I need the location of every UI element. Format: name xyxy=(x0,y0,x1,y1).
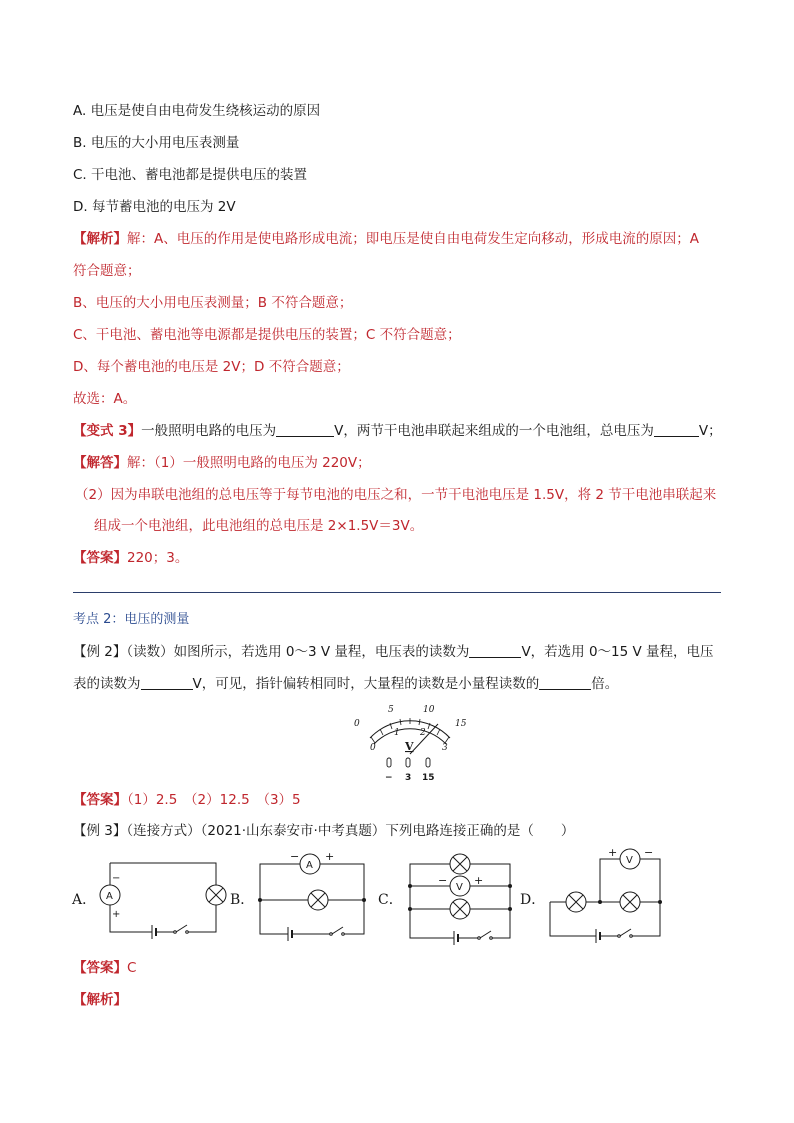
terminal-label: 3 xyxy=(405,773,412,783)
example2-text-4: V，可见，指针偏转相同时，大量程的读数是小量程读数的 xyxy=(192,676,540,692)
variant3-answer-line-1 xyxy=(73,453,371,473)
analysis-tag: 【解析】 xyxy=(73,231,127,247)
ammeter-label: A xyxy=(306,860,313,871)
minus-sign: − xyxy=(438,874,448,887)
dial-outer-tick-label: 10 xyxy=(423,705,435,715)
example3-question xyxy=(73,821,574,841)
dial-outer-tick-label: 15 xyxy=(455,719,467,729)
analysis-line-6: 故选：A。 xyxy=(73,391,137,407)
dial-inner-tick-label: 3 xyxy=(442,743,448,753)
circuit-b xyxy=(252,848,382,950)
option-c: C. 干电池、蓄电池都是提供电压的装置 xyxy=(73,167,308,183)
battery-icon xyxy=(454,931,458,945)
minus-sign: − xyxy=(112,873,121,884)
dial-outer-tick-label: 5 xyxy=(388,705,394,715)
example3-answer-tag: 【答案】 xyxy=(73,960,127,976)
variant3-answer-tag: 【解答】 xyxy=(73,455,127,471)
option-a: A. 电压是使自由电荷发生绕核运动的原因 xyxy=(73,103,321,119)
dial-inner-tick-label: 2 xyxy=(420,728,426,738)
variant3-tag: 【变式 3】 xyxy=(73,423,142,439)
voltmeter-dial-figure xyxy=(340,698,480,786)
answer-blank xyxy=(141,675,193,690)
dial-outer-tick-label: 0 xyxy=(354,719,360,729)
meter-terminals xyxy=(387,758,430,767)
battery-icon xyxy=(152,925,156,939)
plus-sign: + xyxy=(112,909,121,920)
example2-text-1: （读数）如图所示，若选用 0～3 V 量程，电压表的读数为 xyxy=(126,644,470,660)
dial-inner-tick-label: 1 xyxy=(394,728,400,738)
section-heading xyxy=(73,610,189,630)
analysis-line-4: C、干电池、蓄电池等电源都是提供电压的装置；C 不符合题意； xyxy=(73,327,461,343)
example2-text-2: V，若选用 0～15 V 量程，电压 xyxy=(521,644,714,660)
example2-tag: 【例 2】 xyxy=(73,644,127,660)
dial-unit-label: V xyxy=(405,740,414,753)
ammeter-label: A xyxy=(106,891,113,902)
section-title: 电压的测量 xyxy=(124,612,190,627)
section-divider xyxy=(73,592,721,593)
example2-text-3: 表的读数为 xyxy=(73,676,141,692)
example2-answer xyxy=(73,790,301,810)
circuit-option-b-label: B． xyxy=(230,892,255,908)
circuit-a xyxy=(96,855,236,947)
variant3-text-3: V； xyxy=(698,423,722,439)
answer-blank xyxy=(539,675,591,690)
variant3-result-text: 220；3。 xyxy=(127,550,189,566)
variant3-text-1: 一般照明电路的电压为 xyxy=(141,423,277,439)
example3-analysis xyxy=(73,990,127,1010)
option-b: B. 电压的大小用电压表测量 xyxy=(73,135,240,151)
voltmeter-label: V xyxy=(456,882,463,893)
minus-sign: − xyxy=(290,850,300,863)
analysis-line-2: 符合题意； xyxy=(73,263,141,279)
voltmeter-label: V xyxy=(626,855,633,866)
circuit-option-a-label: A． xyxy=(72,892,97,908)
dial-inner-tick-label: 0 xyxy=(370,743,376,753)
example3-text: （连接方式）（2021·山东泰安市·中考真题）下列电路连接正确的是（ ） xyxy=(126,823,575,839)
example2-text-5: 倍。 xyxy=(591,676,619,692)
example3-analysis-tag: 【解析】 xyxy=(73,992,127,1008)
answer-blank xyxy=(654,422,699,437)
plus-sign: + xyxy=(325,850,335,863)
example2-line-2 xyxy=(73,674,618,694)
variant3-answer-text-1: 解：（1）一般照明电路的电压为 220V； xyxy=(127,455,371,471)
circuit-option-c-label: C． xyxy=(378,892,403,908)
terminal-label: 15 xyxy=(422,773,435,783)
terminal-label: − xyxy=(385,773,393,783)
variant3-answer-line-2: （2）因为串联电池组的总电压等于每节电池的电压之和，一节干电池电压是 1.5V，将 2 节干电池串联起来 xyxy=(75,487,717,503)
example3-tag: 【例 3】 xyxy=(73,823,127,839)
analysis-line-5: D、每个蓄电池的电压是 2V；D 不符合题意； xyxy=(73,359,350,375)
example2-line-1 xyxy=(73,642,714,662)
answer-blank xyxy=(276,422,334,437)
analysis-line-1 xyxy=(73,229,699,249)
battery-icon xyxy=(288,927,292,941)
example3-answer xyxy=(73,958,136,978)
example2-answer-text: （1）2.5 （2）12.5 （3）5 xyxy=(127,792,301,808)
section-label: 考点 2： xyxy=(73,612,125,627)
minus-sign: − xyxy=(644,846,654,859)
circuit-c xyxy=(404,850,524,950)
variant3-question xyxy=(73,421,722,441)
circuit-option-d-label: D． xyxy=(520,892,546,908)
variant3-text-2: V，两节干电池串联起来组成的一个电池组，总电压为 xyxy=(334,423,654,439)
answer-blank xyxy=(469,643,521,658)
analysis-text-1: 解：A、电压的作用是使电路形成电流；即电压是使自由电荷发生定向移动，形成电流的原因；A xyxy=(127,231,699,247)
plus-sign: + xyxy=(608,846,618,859)
plus-sign: + xyxy=(474,874,484,887)
example3-answer-text: C xyxy=(127,960,137,976)
battery-icon xyxy=(596,929,600,943)
variant3-answer-line-3: 组成一个电池组，此电池组的总电压是 2×1.5V＝3V。 xyxy=(94,518,424,534)
analysis-line-3: B、电压的大小用电压表测量；B 不符合题意； xyxy=(73,295,353,311)
variant3-result-tag: 【答案】 xyxy=(73,550,127,566)
variant3-result xyxy=(73,548,188,568)
circuit-d xyxy=(546,844,666,950)
example2-answer-tag: 【答案】 xyxy=(73,792,127,808)
option-d: D. 每节蓄电池的电压为 2V xyxy=(73,199,236,215)
